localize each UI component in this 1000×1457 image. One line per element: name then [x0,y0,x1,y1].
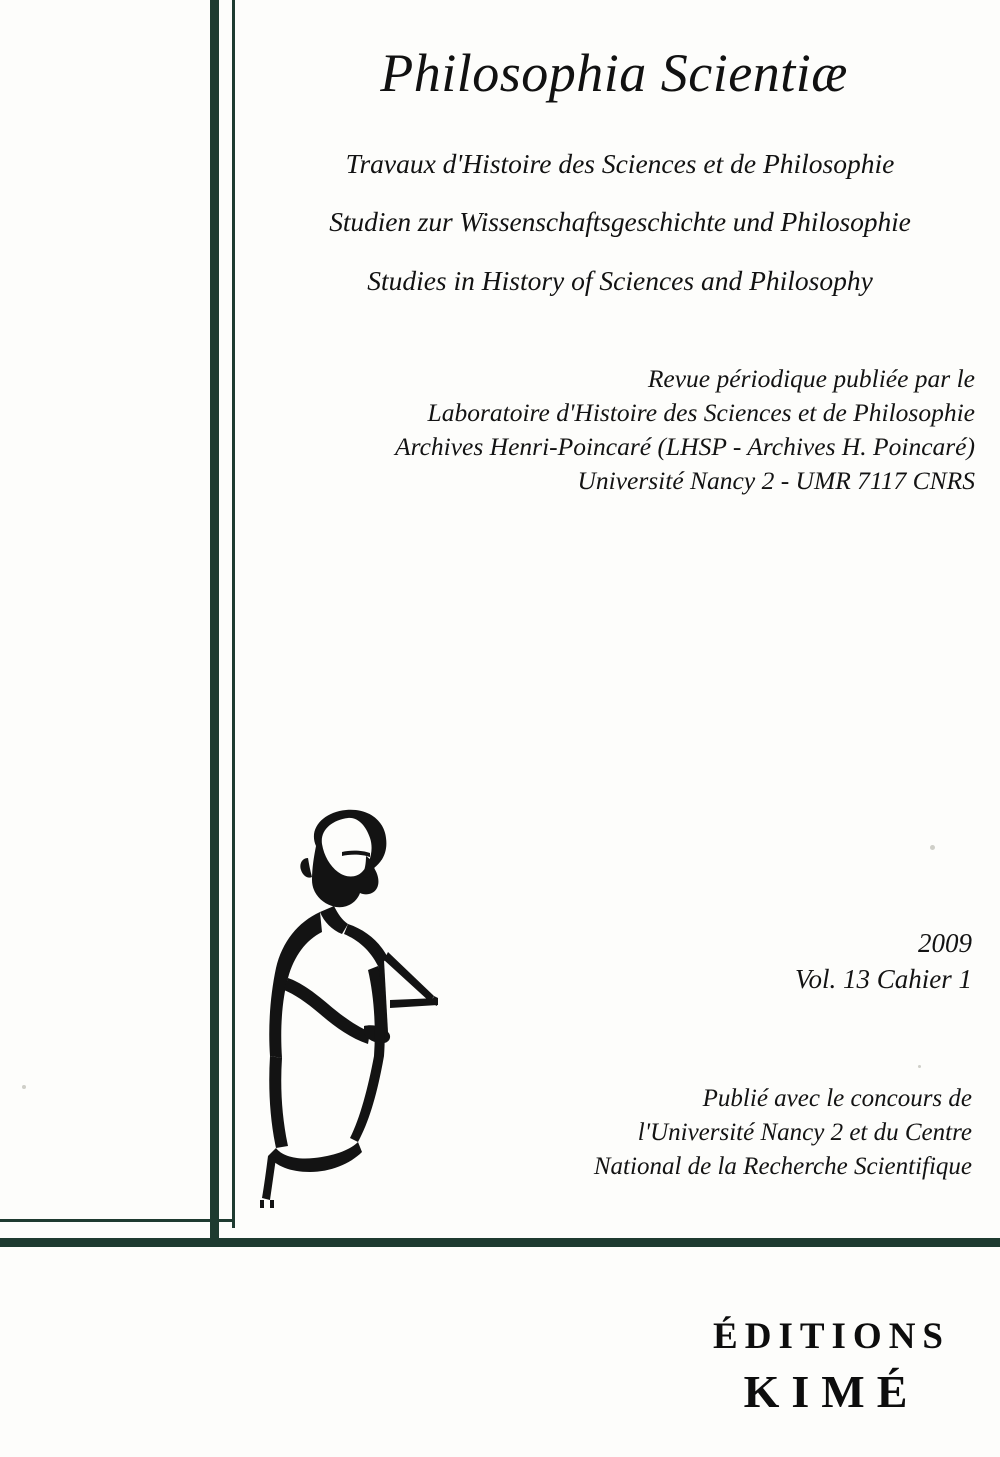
paper-speck [930,845,935,850]
publisher-credit-line-2: Laboratoire d'Histoire des Sciences et de Philosophie [427,397,975,427]
support-note-line-2: l'Université Nancy 2 et du Centre [637,1118,972,1146]
publisher-logo-editions: ÉDITIONS [713,1316,950,1357]
publisher-credit-line-1: Revue périodique publiée par le [647,364,975,393]
publisher-credit [260,362,975,498]
support-note-line-1: Publié avec le concours de [702,1085,972,1112]
vertical-rule-thick [210,0,219,1246]
masthead [235,45,975,325]
publisher-logo-kime: KIMÉ [743,1366,920,1417]
support-note [594,1082,972,1183]
journal-title: Philosophia Scientiæ [380,43,848,103]
subtitle-german: Studien zur Wissenschaftsgeschichte und Philosophie [329,206,911,238]
publisher-logo [713,1318,950,1415]
issue-volume: Vol. 13 Cahier 1 [794,964,972,995]
publisher-credit-line-4: Université Nancy 2 - UMR 7117 CNRS [577,465,975,495]
horizontal-rule-thin [0,1219,232,1222]
paper-speck [22,1085,26,1089]
subtitle-french: Travaux d'Histoire des Sciences et de Philosophie [345,147,895,179]
horizontal-rule-thick [0,1238,1000,1247]
subtitle-list [235,147,975,296]
issue-info [795,925,972,998]
reader-illustration [238,800,478,1220]
issue-year: 2009 [918,928,972,958]
publisher-credit-line-3: Archives Henri-Poincaré (LHSP - Archives H. Poincaré) [395,431,975,461]
support-note-line-3: National de la Recherche Scientifique [593,1152,972,1180]
paper-speck [918,1065,921,1068]
subtitle-english: Studies in History of Sciences and Philosophy [367,264,873,296]
